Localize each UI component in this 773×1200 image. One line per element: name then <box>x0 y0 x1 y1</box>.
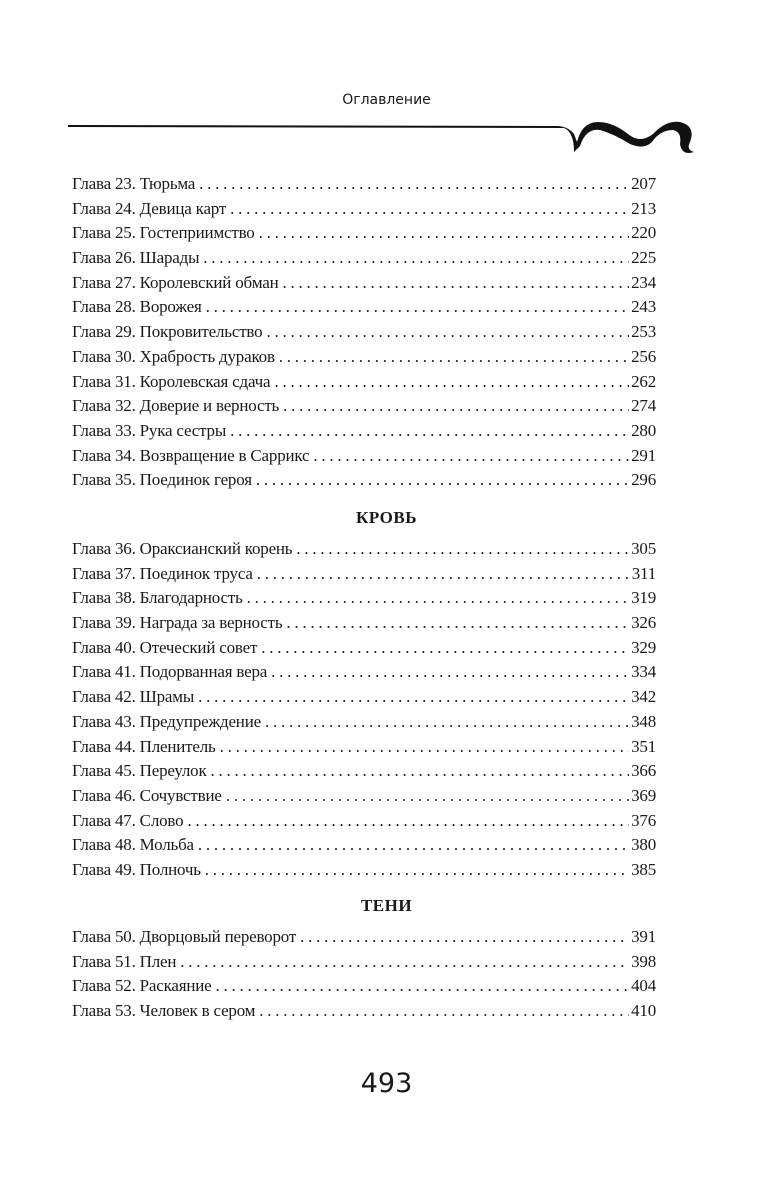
dot-leader <box>180 950 629 975</box>
dot-leader <box>283 271 630 296</box>
chapter-title: Глава 24. Девица карт <box>72 198 227 218</box>
chapter-title: Глава 27. Королевский обман <box>72 272 279 292</box>
chapter-title: Глава 23. Тюрьма <box>72 174 196 193</box>
toc-entry <box>72 295 656 320</box>
toc-entry <box>72 246 656 271</box>
toc-entry <box>72 759 656 784</box>
toc-entry <box>72 710 656 735</box>
toc-entry <box>72 809 656 834</box>
chapter-title: Глава 30. Храбрость дураков <box>72 346 275 366</box>
toc-entry <box>72 685 656 710</box>
dot-leader <box>265 710 629 735</box>
toc-entry <box>72 999 656 1024</box>
dot-leader <box>296 537 629 562</box>
toc-entry <box>72 735 656 760</box>
dot-leader <box>216 974 630 999</box>
toc-entry <box>72 562 656 587</box>
chapter-page: 351 <box>631 736 656 756</box>
chapter-page: 305 <box>631 539 656 558</box>
chapter-title: Глава 25. Гостеприимство <box>72 223 255 243</box>
toc-group-teni <box>72 925 656 1024</box>
toc-entry <box>72 586 656 611</box>
toc-entry <box>72 784 656 809</box>
chapter-title: Глава 38. Благодарность <box>72 588 243 608</box>
dot-leader <box>313 444 629 469</box>
chapter-title: Глава 39. Награда за верность <box>72 613 283 633</box>
chapter-page: 410 <box>631 1001 656 1021</box>
chapter-page: 220 <box>631 223 656 243</box>
dot-leader <box>230 197 629 222</box>
toc-entry <box>72 394 656 419</box>
dot-leader <box>211 759 630 784</box>
toc-entry <box>72 320 656 345</box>
section-heading-teni: ТЕНИ <box>360 896 413 915</box>
toc-entry <box>72 345 656 370</box>
toc-entry <box>72 950 656 975</box>
toc-group-krov <box>72 537 656 883</box>
chapter-page: 274 <box>631 396 656 416</box>
flourish-rule-ornament <box>68 112 708 162</box>
chapter-page: 380 <box>631 835 656 855</box>
toc-entry <box>72 172 656 197</box>
chapter-title: Глава 33. Рука сестры <box>72 420 227 440</box>
chapter-page: 391 <box>631 927 656 946</box>
chapter-title: Глава 28. Ворожея <box>72 297 202 317</box>
toc-entry <box>72 444 656 469</box>
chapter-title: Глава 43. Предупреждение <box>72 711 261 731</box>
chapter-title: Глава 34. Возвращение в Саррикс <box>72 445 310 465</box>
chapter-page: 376 <box>631 810 656 830</box>
chapter-page: 213 <box>631 198 656 218</box>
toc-entry <box>72 858 656 883</box>
chapter-title: Глава 53. Человек в сером <box>72 1001 256 1021</box>
chapter-title: Глава 41. Подорванная вера <box>72 662 268 682</box>
toc-entry <box>72 537 656 562</box>
chapter-page: 311 <box>631 563 656 583</box>
dot-leader <box>279 345 629 370</box>
chapter-title: Глава 44. Пленитель <box>72 736 216 756</box>
chapter-page: 348 <box>631 711 656 731</box>
chapter-page: 256 <box>631 346 656 366</box>
dot-leader <box>259 999 629 1024</box>
chapter-title: Глава 46. Сочувствие <box>72 785 222 805</box>
toc-group-1 <box>72 172 656 493</box>
chapter-title: Глава 48. Мольба <box>72 835 194 855</box>
chapter-page: 329 <box>631 637 656 657</box>
chapter-title: Глава 40. Отеческий совет <box>72 637 258 657</box>
chapter-page: 334 <box>631 662 656 682</box>
chapter-title: Глава 49. Полночь <box>72 859 201 879</box>
chapter-title: Глава 31. Королевская сдача <box>72 371 271 391</box>
toc-entry <box>72 925 656 950</box>
chapter-title: Глава 35. Поединок героя <box>72 470 252 490</box>
dot-leader <box>286 611 629 636</box>
toc-entry <box>72 221 656 246</box>
toc-entry <box>72 370 656 395</box>
chapter-page: 225 <box>631 248 656 268</box>
running-title: Оглавление <box>342 92 431 108</box>
chapter-page: 404 <box>631 976 656 996</box>
dot-leader <box>271 660 629 685</box>
chapter-page: 243 <box>631 297 656 317</box>
dot-leader <box>230 419 629 444</box>
chapter-title: Глава 29. Покровительство <box>72 322 263 342</box>
dot-leader <box>203 246 629 271</box>
dot-leader <box>283 394 629 419</box>
dot-leader <box>247 586 629 611</box>
toc-entry <box>72 468 656 493</box>
chapter-page: 398 <box>631 951 656 971</box>
chapter-title: Глава 36. Ораксианский корень <box>72 539 293 558</box>
dot-leader <box>259 221 630 246</box>
chapter-page: 326 <box>631 613 656 633</box>
dot-leader <box>266 320 629 345</box>
chapter-page: 366 <box>631 761 656 781</box>
dot-leader <box>198 833 629 858</box>
chapter-title: Глава 42. Шрамы <box>72 687 195 707</box>
toc-entry <box>72 611 656 636</box>
chapter-page: 342 <box>631 687 656 707</box>
dot-leader <box>300 925 629 950</box>
toc-entry <box>72 271 656 296</box>
toc-entry <box>72 636 656 661</box>
toc-entry <box>72 833 656 858</box>
dot-leader <box>274 370 629 395</box>
chapter-title: Глава 52. Раскаяние <box>72 976 212 996</box>
dot-leader <box>198 685 629 710</box>
dot-leader <box>205 858 629 883</box>
toc-entry <box>72 660 656 685</box>
chapter-page: 291 <box>631 445 656 465</box>
dot-leader <box>257 562 630 587</box>
chapter-title: Глава 26. Шарады <box>72 248 200 268</box>
chapter-title: Глава 50. Дворцовый переворот <box>72 927 297 946</box>
toc-entry <box>72 419 656 444</box>
dot-leader <box>206 295 630 320</box>
chapter-title: Глава 47. Слово <box>72 810 184 830</box>
dot-leader <box>261 636 629 661</box>
chapter-page: 369 <box>631 785 656 805</box>
chapter-page: 234 <box>631 272 656 292</box>
chapter-page: 319 <box>631 588 656 608</box>
page-number: 493 <box>360 1068 413 1099</box>
chapter-page: 296 <box>631 470 656 490</box>
chapter-title: Глава 32. Доверие и верность <box>72 396 280 416</box>
chapter-page: 253 <box>631 322 656 342</box>
dot-leader <box>187 809 629 834</box>
chapter-page: 262 <box>631 371 656 391</box>
chapter-title: Глава 51. Плен <box>72 951 177 971</box>
toc-entry <box>72 197 656 222</box>
dot-leader <box>256 468 629 493</box>
dot-leader <box>220 735 630 760</box>
dot-leader <box>226 784 629 809</box>
chapter-title: Глава 37. Поединок труса <box>72 563 253 583</box>
chapter-page: 207 <box>631 174 656 193</box>
chapter-page: 280 <box>631 420 656 440</box>
section-heading-krov: КРОВЬ <box>356 508 417 527</box>
dot-leader <box>199 172 629 197</box>
chapter-title: Глава 45. Переулок <box>72 761 207 781</box>
chapter-page: 385 <box>631 859 656 879</box>
toc-entry <box>72 974 656 999</box>
